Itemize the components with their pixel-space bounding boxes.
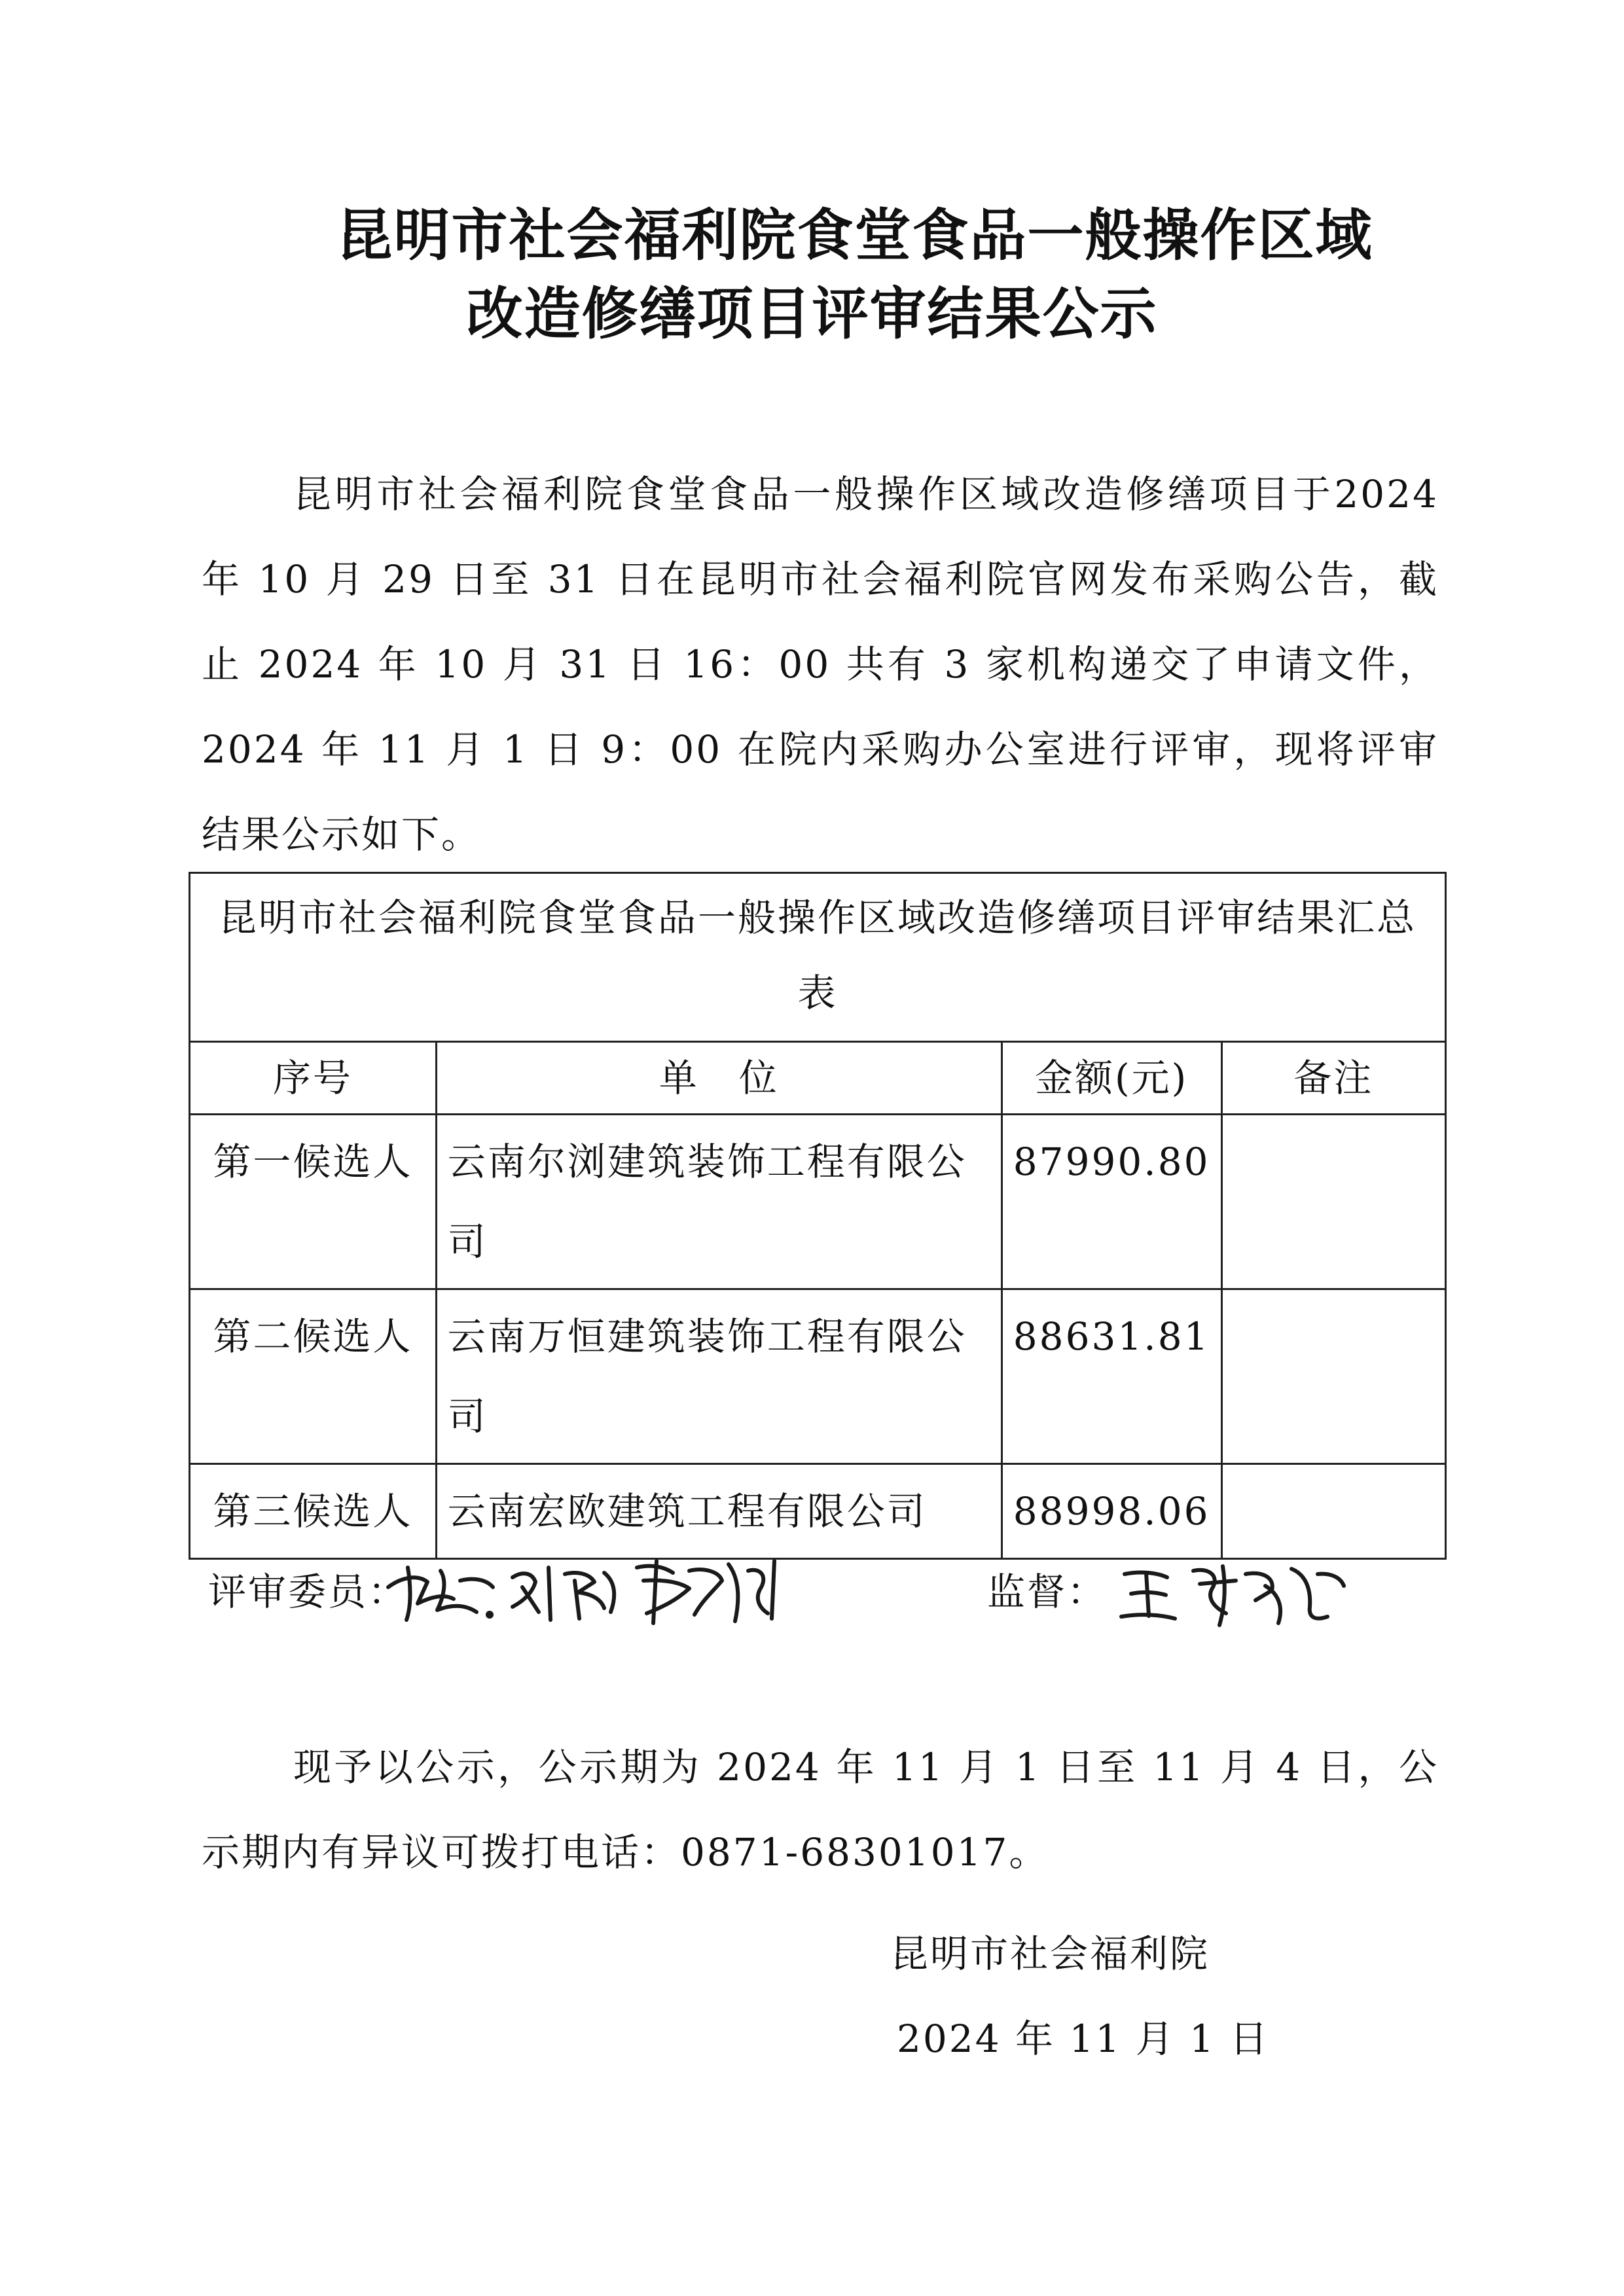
supervisor-label: 监督： [987,1570,1108,1614]
table-caption: 昆明市社会福利院食堂食品一般操作区域改造修缮项目评审结果汇总表 [190,873,1446,1042]
table-row [190,1289,1446,1464]
row-note [1221,1289,1445,1464]
reviewers-label: 评审委员： [208,1570,408,1614]
header-amount: 金额(元) [1001,1042,1221,1115]
header-rank: 序号 [190,1042,437,1115]
issue-date: 2024 年 11 月 1 日 [897,2017,1270,2061]
header-note: 备注 [1221,1042,1445,1115]
reviewer-signature-2 [513,1568,614,1620]
row-rank: 第一候选人 [190,1115,437,1289]
header-unit: 单 位 [436,1042,1001,1115]
row-amount: 88998.06 [1001,1464,1221,1559]
result-table [189,872,1447,1560]
intro-paragraph: 昆明市社会福利院食堂食品一般操作区域改造修缮项目于2024 年 10 月 29 日至 31 日在昆明市社会福利院官网发布采购公告，截止 2024 年 10 月 31 日 16：00 共有 3 家机构递交了申请文件，2024 年 11 月 1 日 9：00 在院内采购办公室进行评审，现将评审结果公示如下。 [202,472,1439,857]
notice-paragraph: 现予以公示，公示期为 2024 年 11 月 1 日至 11 月 4 日，公示期内有异议可拨打电话：0871-68301017。 [202,1745,1439,1874]
reviewer-signature-1 [388,1568,493,1620]
row-note [1221,1115,1445,1289]
supervisor-signature [1115,1548,1363,1633]
document-title-line-1: 昆明市社会福利院食堂食品一般操作区域 [336,203,1373,268]
row-unit: 云南宏欧建筑工程有限公司 [436,1464,1001,1559]
row-note [1221,1464,1445,1559]
issuer-name: 昆明市社会福利院 [890,1931,1210,1976]
row-rank: 第二候选人 [190,1289,437,1464]
table-row [190,1115,1446,1289]
row-rank: 第三候选人 [190,1464,437,1559]
row-unit: 云南尔浏建筑装饰工程有限公司 [436,1115,1001,1289]
signature-line [208,1554,1432,1626]
reviewer-signatures [382,1541,971,1633]
row-amount: 88631.81 [1001,1289,1221,1464]
reviewer-signature-3 [637,1561,774,1623]
row-amount: 87990.80 [1001,1115,1221,1289]
document-title-line-2: 改造修缮项目评审结果公示 [466,281,1158,347]
row-unit: 云南万恒建筑装饰工程有限公司 [436,1289,1001,1464]
